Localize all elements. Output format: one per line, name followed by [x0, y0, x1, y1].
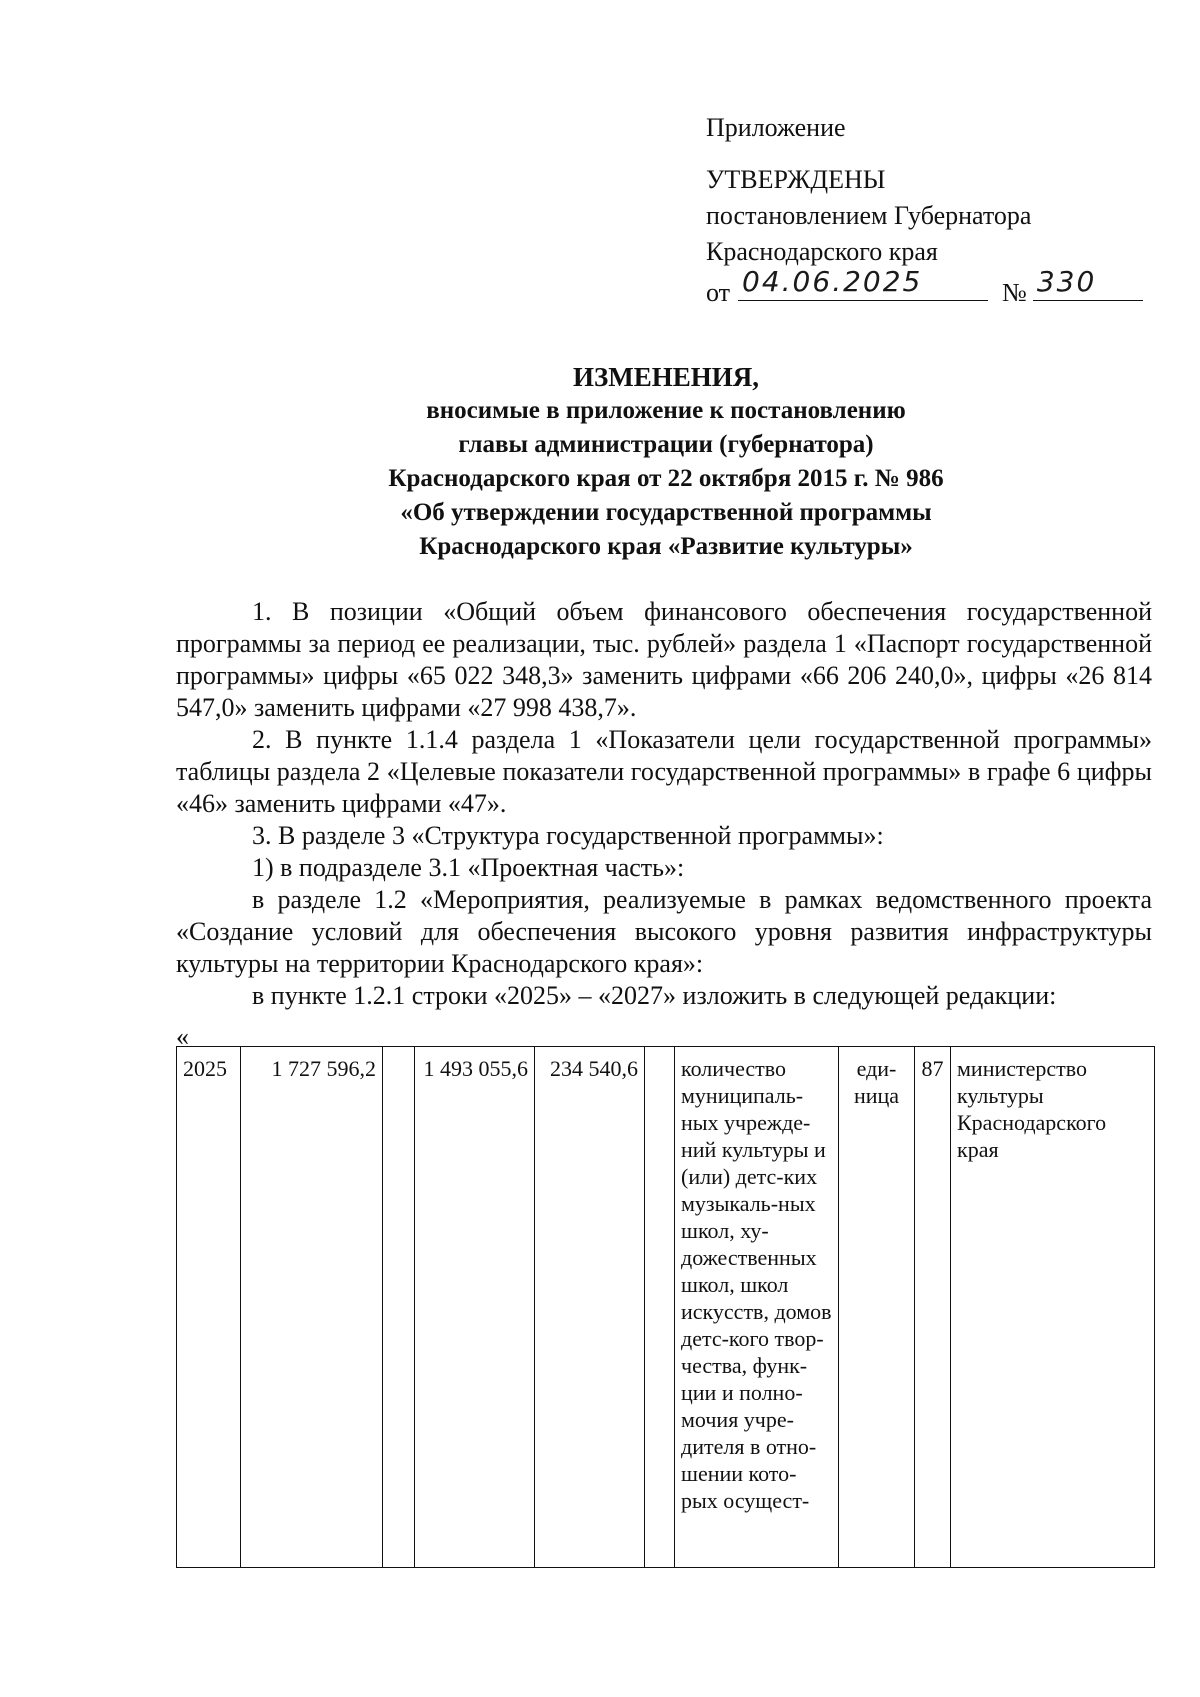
paragraph-4: 1) в подразделе 3.1 «Проектная часть»:	[252, 853, 685, 882]
handwritten-number: 330	[1036, 265, 1097, 298]
paragraph-6: в пункте 1.2.1 строки «2025» – «2027» изложить в следующей редакции:	[252, 981, 1057, 1010]
amendment-table	[176, 1046, 1155, 1568]
title-main: ИЗМЕНЕНИЯ,	[572, 362, 759, 392]
paragraph-5: в разделе 1.2 «Мероприятия, реализуемые в рамках ведомственного проекта «Создание условий для обеспечения высокого уровня развития инфраструктуры культуры на территории Краснодарского края»:	[176, 885, 1152, 978]
cell-local-budget: 234 540,6	[535, 1047, 645, 1568]
date-field	[738, 265, 988, 301]
title-line-4: «Об утверждении государственной программы	[400, 499, 932, 526]
appendix-label: Приложение	[706, 113, 846, 142]
cell-total: 1 727 596,2	[241, 1047, 383, 1568]
document-title	[176, 360, 1156, 564]
spacer	[706, 146, 1143, 162]
cell-empty-1	[383, 1047, 415, 1568]
cell-indicator: количество муниципаль-ных учрежде-ний культуры и (или) детс-ких музыкаль-ных школ, ху-дожественных школ, школ искусств, домов детс-кого твор-чества, функ-ции и полно-мочия учре-дителя в отно-шении кото-рых осущест-	[675, 1047, 839, 1568]
cell-year: 2025	[177, 1047, 241, 1568]
cell-value: 87	[915, 1047, 951, 1568]
table-row	[177, 1047, 1155, 1568]
number-field	[1033, 265, 1143, 301]
handwritten-date: 04.06.2025	[742, 265, 923, 298]
paragraph-3: 3. В разделе 3 «Структура государственной программы»:	[252, 821, 884, 850]
title-line-1: вносимые в приложение к постановлению	[426, 397, 906, 424]
approval-block	[706, 110, 1143, 311]
opening-quote: «	[176, 1022, 189, 1051]
date-number-line	[706, 265, 1143, 311]
cell-empty-2	[645, 1047, 675, 1568]
title-line-5: Краснодарского края «Развитие культуры»	[419, 533, 913, 560]
cell-unit: еди-ница	[839, 1047, 915, 1568]
cell-executor: министерство культуры Краснодарского края	[951, 1047, 1155, 1568]
title-line-2: главы администрации (губернатора)	[458, 431, 874, 458]
approved-by-region: Краснодарского края	[706, 237, 938, 266]
approved-label: УТВЕРЖДЕНЫ	[706, 165, 886, 194]
approved-by-line: постановлением Губернатора	[706, 201, 1032, 230]
paragraph-2: 2. В пункте 1.1.4 раздела 1 «Показатели цели государственной программы» таблицы раздела 2 «Целевые показатели государственной программы» в графе 6 цифры «46» заменить цифрами «47».	[176, 725, 1152, 818]
cell-regional-budget: 1 493 055,6	[415, 1047, 535, 1568]
number-label: №	[1002, 278, 1027, 307]
title-line-3: Краснодарского края от 22 октября 2015 г. № 986	[388, 465, 944, 492]
document-body	[176, 596, 1152, 1012]
paragraph-1: 1. В позиции «Общий объем финансового обеспечения государственной программы за период ее реализации, тыс. рублей» раздела 1 «Паспорт государственной программы» цифры «65 022 348,3» заменить цифрами «66 206 240,0», цифры «26 814 547,0» заменить цифрами «27 998 438,7».	[176, 597, 1152, 722]
from-label: от	[706, 278, 731, 307]
